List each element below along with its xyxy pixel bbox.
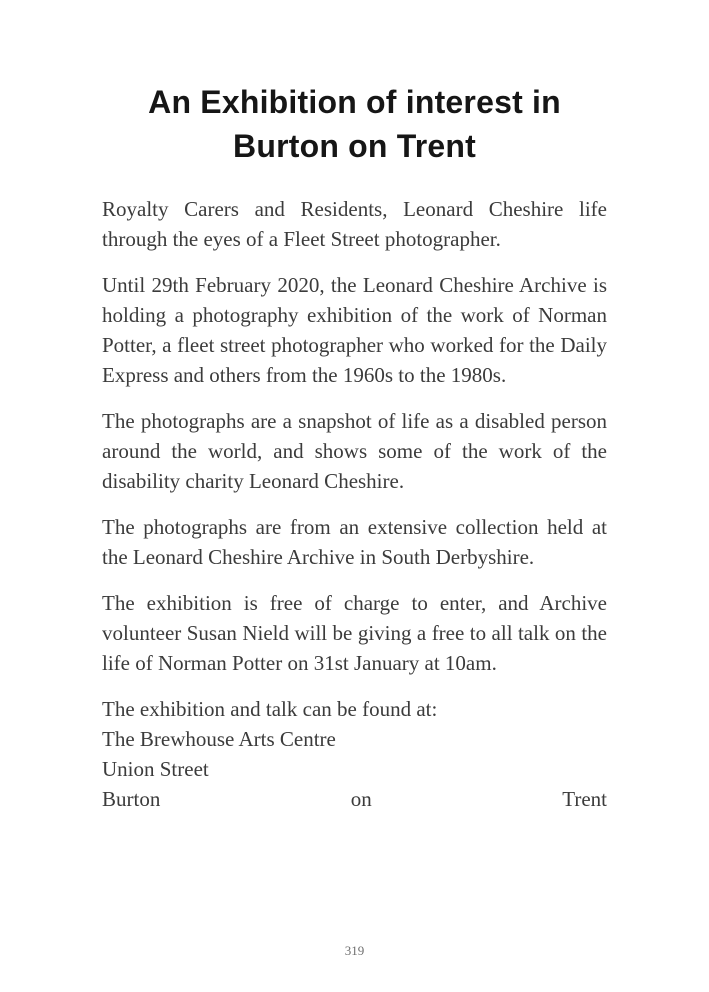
paragraph-collection: The photographs are from an extensive collection held at the Leonard Cheshire Archive in South Derbyshire. (102, 515, 607, 569)
paragraph-free-entry-talk: The exhibition is free of charge to enter, and Archive volunteer Susan Nield will be giving a free to all talk on the life of Norman Potter on 31st January at 10am. (102, 591, 607, 675)
page-title-line-1: An Exhibition of interest in (148, 84, 561, 120)
address-intro-line: The exhibition and talk can be found at: (102, 697, 438, 721)
page-number: 319 (344, 943, 365, 958)
address-block (102, 694, 607, 814)
page-title-line-2: Burton on Trent (233, 128, 476, 164)
address-city-line (102, 784, 607, 814)
address-city-word-3: Trent (562, 787, 607, 811)
paragraph-photographs-snapshot: The photographs are a snapshot of life as a disabled person around the world, and shows some of the work of the disability charity Leonard Cheshire. (102, 409, 607, 493)
paragraph-exhibition-dates: Until 29th February 2020, the Leonard Cheshire Archive is holding a photography exhibition of the work of Norman Potter, a fleet street photographer who worked for the Daily Express and others from the 1960s to the 1980s. (102, 273, 607, 387)
address-city-word-2: on (350, 787, 372, 811)
page-title (102, 0, 607, 168)
address-street-line: Union Street (102, 757, 209, 781)
address-city-word-1: Burton (102, 787, 161, 811)
address-venue-line: The Brewhouse Arts Centre (102, 727, 336, 751)
paragraph-intro: Royalty Carers and Residents, Leonard Cheshire life through the eyes of a Fleet Street photographer. (102, 197, 607, 251)
